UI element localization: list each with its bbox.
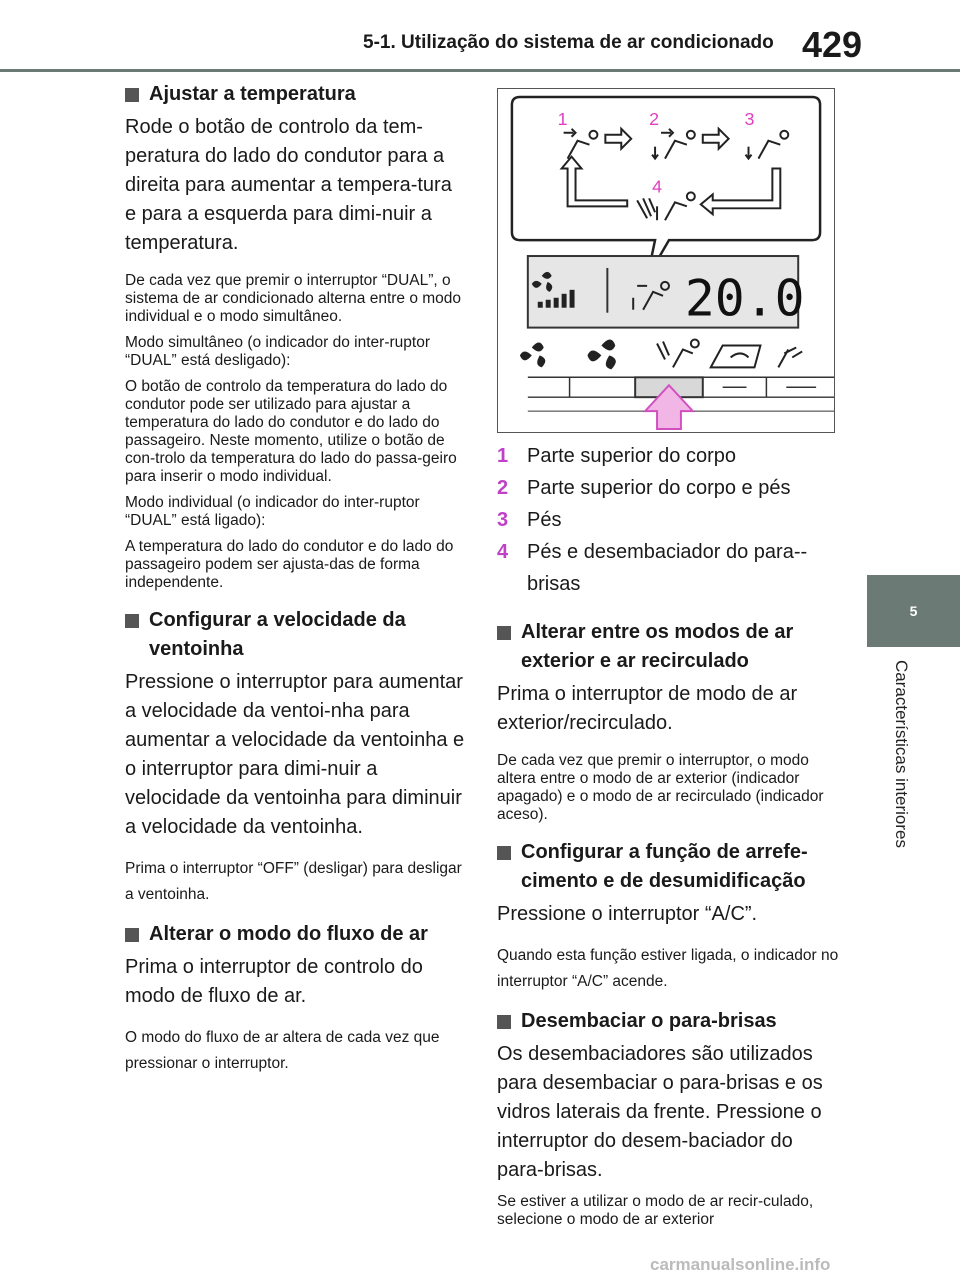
bullet-square-icon: [497, 626, 511, 640]
section-title: 5-1. Utilização do sistema de ar condicionado: [363, 32, 774, 53]
chapter-label: Características interiores: [892, 660, 911, 849]
recirculate-icon: [711, 345, 761, 367]
heading-temperature: Ajustar a temperatura: [125, 80, 465, 109]
mode-label-3: 3: [744, 108, 755, 129]
legend-item: 3 Pés: [497, 509, 562, 531]
body-airflow: Prima o interruptor de controlo do modo de fluxo de ar.: [125, 956, 423, 1007]
right-column: [497, 440, 842, 1237]
bullet-square-icon: [125, 928, 139, 942]
note-airflow: O modo do fluxo de ar altera de cada vez que pressionar o interruptor.: [125, 1029, 440, 1072]
legend-item: 1 Parte superior do corpo: [497, 445, 737, 467]
heading-airflow: Alterar o modo do fluxo de ar: [125, 920, 465, 949]
heading-defrost: Desembaciar o para-brisas: [497, 1007, 842, 1036]
bullet-square-icon: [125, 614, 139, 628]
header-rule: [0, 69, 960, 72]
watermark: carmanualsonline.info: [650, 1255, 831, 1274]
heading-ac: Configurar a função de arrefe-cimento e de desumidificação: [497, 838, 842, 896]
note-ac: Quando esta função estiver ligada, o indicador no interruptor “A/C” acende.: [497, 947, 839, 990]
body-temperature: Rode o botão de controlo da tem-peratura do lado do condutor para a direita para aumentar a tempera-tura e para a esquerda para dimi-nuir a temperatura.: [125, 116, 452, 254]
temperature-display: 20.0: [684, 269, 805, 328]
legend-item: 4 Pés e desembaciador do para--brisas: [497, 541, 808, 595]
airflow-mode-illustration: [497, 88, 835, 433]
note-simultaneous: Modo simultâneo (o indicador do inter-ruptor “DUAL” está desligado):: [125, 334, 430, 369]
note-fan-off: Prima o interruptor “OFF” (desligar) para desligar a ventoinha.: [125, 860, 462, 903]
note-individual: Modo individual (o indicador do inter-ruptor “DUAL” está ligado):: [125, 494, 420, 529]
outside-air-icon: [778, 347, 802, 367]
note-simultaneous-detail: O botão de controlo da temperatura do lado do condutor pode ser utilizado para ajustar a temperatura do lado do condutor e do lado do passageiro. Neste momento, utilize o botão de con-trolo da temperatura do lado do passa-geiro para inserir o modo individual.: [125, 378, 457, 485]
note-individual-detail: A temperatura do lado do condutor e do lado do passageiro podem ser ajusta-das de forma independente.: [125, 538, 454, 591]
heading-fan-speed: Configurar a velocidade da ventoinha: [125, 606, 465, 664]
body-defrost: Os desembaciadores são utilizados para desembaciar o para-brisas e os vidros laterais da frente. Pressione o interruptor do desem-baciador do para-brisas.: [497, 1043, 823, 1181]
fan-low-icon: [520, 343, 545, 368]
airflow-mode-button-icon: [657, 340, 699, 368]
airflow-diagram: [498, 89, 834, 432]
legend-item: 2 Parte superior do corpo e pés: [497, 477, 791, 499]
page-header: [0, 0, 960, 80]
mode-label-4: 4: [652, 176, 663, 197]
mode-label-2: 2: [649, 108, 660, 129]
note-defrost: Se estiver a utilizar o modo de ar recir-culado, selecione o modo de ar exterior: [497, 1193, 814, 1228]
note-dual: De cada vez que premir o interruptor “DUAL”, o sistema de ar condicionado alterna entre o modo individual e o modo simultâneo.: [125, 272, 462, 325]
body-fan-speed: Pressione o interruptor para aumentar a velocidade da ventoi-nha para aumentar a velocidade da ventoinha e o interruptor para dimi-nuir a velocidade da ventoinha para diminuir a velocidade da ventoinha.: [125, 671, 465, 838]
fan-high-icon: [587, 340, 615, 370]
bullet-square-icon: [497, 1015, 511, 1029]
body-ac: Pressione o interruptor “A/C”.: [497, 903, 758, 925]
page-number: 429: [802, 24, 863, 65]
heading-air-source: Alterar entre os modos de ar exterior e ar recirculado: [497, 618, 842, 676]
note-air-source: De cada vez que premir o interruptor, o modo altera entre o modo de ar exterior (indicador apagado) e o modo de ar recirculado (indicador aceso).: [497, 752, 824, 823]
bullet-square-icon: [125, 88, 139, 102]
body-air-source: Prima o interruptor de modo de ar exterior/recirculado.: [497, 683, 798, 734]
left-column: [125, 80, 465, 1089]
chapter-tab: 5: [867, 575, 960, 647]
bullet-square-icon: [497, 846, 511, 860]
mode-label-1: 1: [557, 108, 568, 129]
